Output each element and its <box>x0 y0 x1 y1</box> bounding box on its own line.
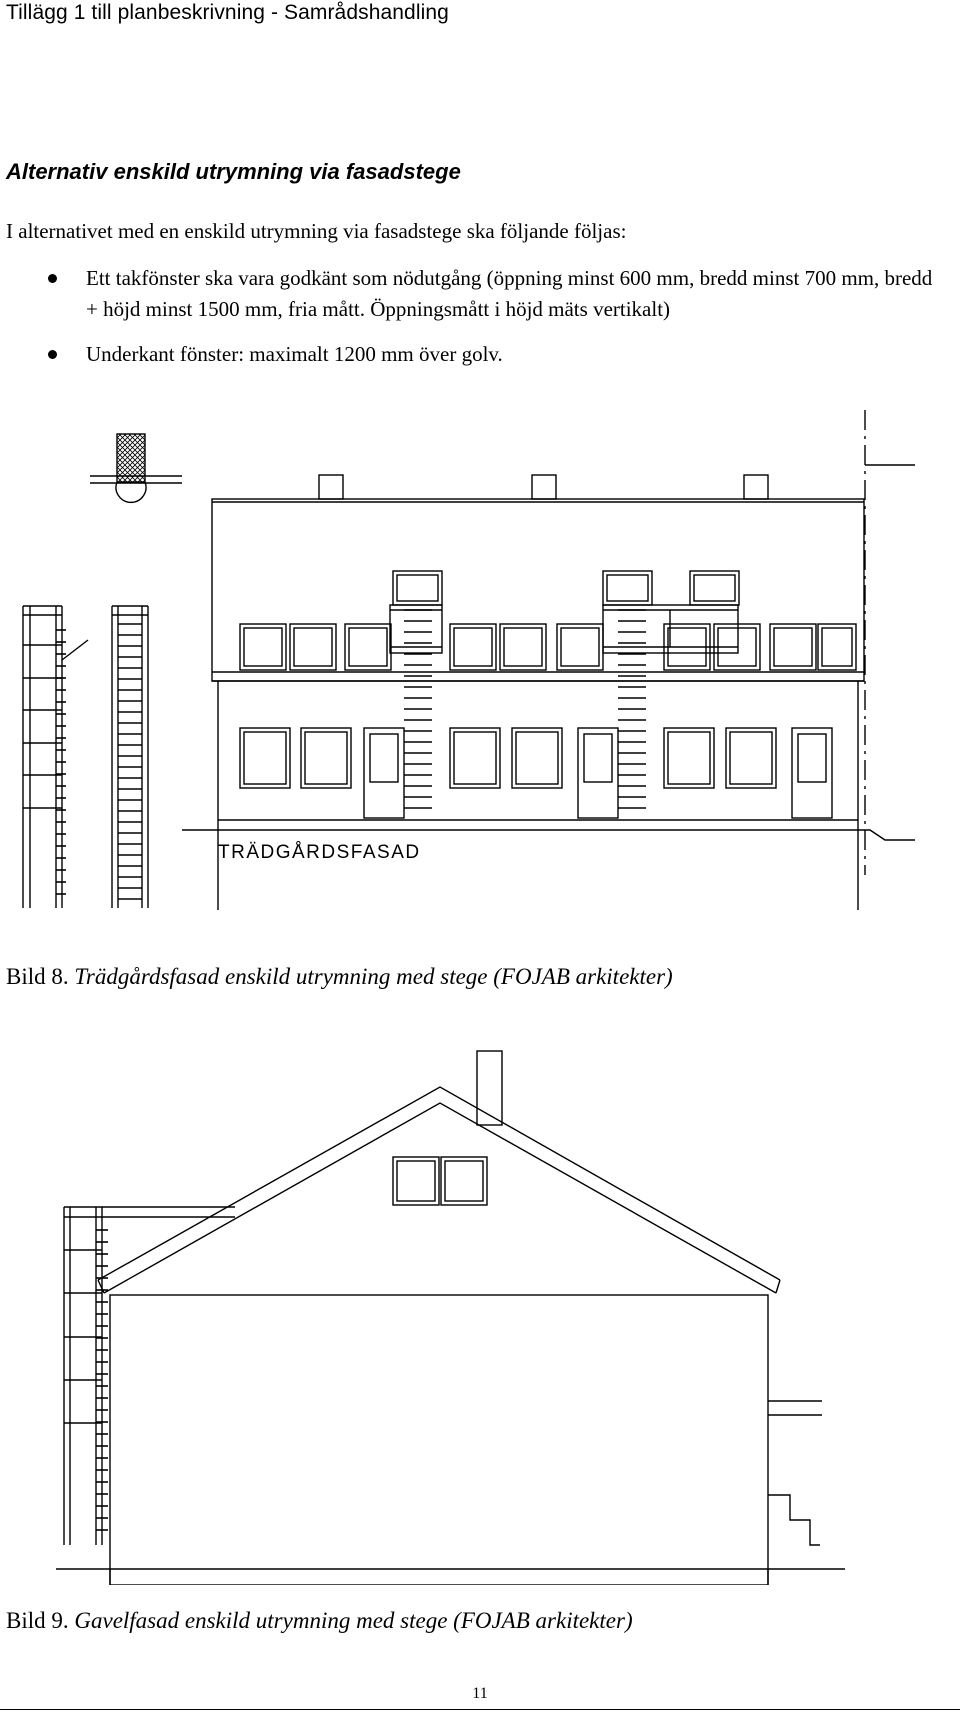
garden-facade-drawing <box>0 410 960 958</box>
footer-divider <box>0 1709 960 1710</box>
caption-prefix: Bild 9. <box>6 1608 75 1633</box>
drawing-label: TRÄDGÅRDSFASAD <box>218 842 421 863</box>
intro-paragraph: I alternativet med en enskild utrymning via fasadstege ska följande följas: <box>6 219 627 243</box>
figure-caption-9 <box>6 1608 633 1634</box>
caption-text: Trädgårdsfasad enskild utrymning med stege (FOJAB arkitekter) <box>74 964 673 989</box>
document-header: Tillägg 1 till planbeskrivning - Samrådshandling <box>6 1 449 24</box>
caption-text: Gavelfasad enskild utrymning med stege (FOJAB arkitekter) <box>74 1608 633 1633</box>
page-number: 11 <box>472 1685 488 1702</box>
list-item-text: Underkant fönster: maximalt 1200 mm över golv. <box>86 342 503 366</box>
list-item <box>0 339 946 370</box>
requirements-list <box>0 263 960 370</box>
bullet-icon <box>48 350 57 359</box>
list-item-text: Ett takfönster ska vara godkänt som nödutgång (öppning minst 600 mm, bredd minst 700 mm, bredd + höjd minst 1500 mm, fria mått. Öppningsmått i höjd mäts vertikalt) <box>86 266 933 321</box>
gable-facade-drawing <box>0 1045 960 1585</box>
bullet-icon <box>48 274 57 283</box>
caption-prefix: Bild 8. <box>6 964 75 989</box>
list-item <box>0 263 946 325</box>
section-heading: Alternativ enskild utrymning via fasadstege <box>6 159 461 184</box>
figure-caption-8 <box>6 964 673 990</box>
